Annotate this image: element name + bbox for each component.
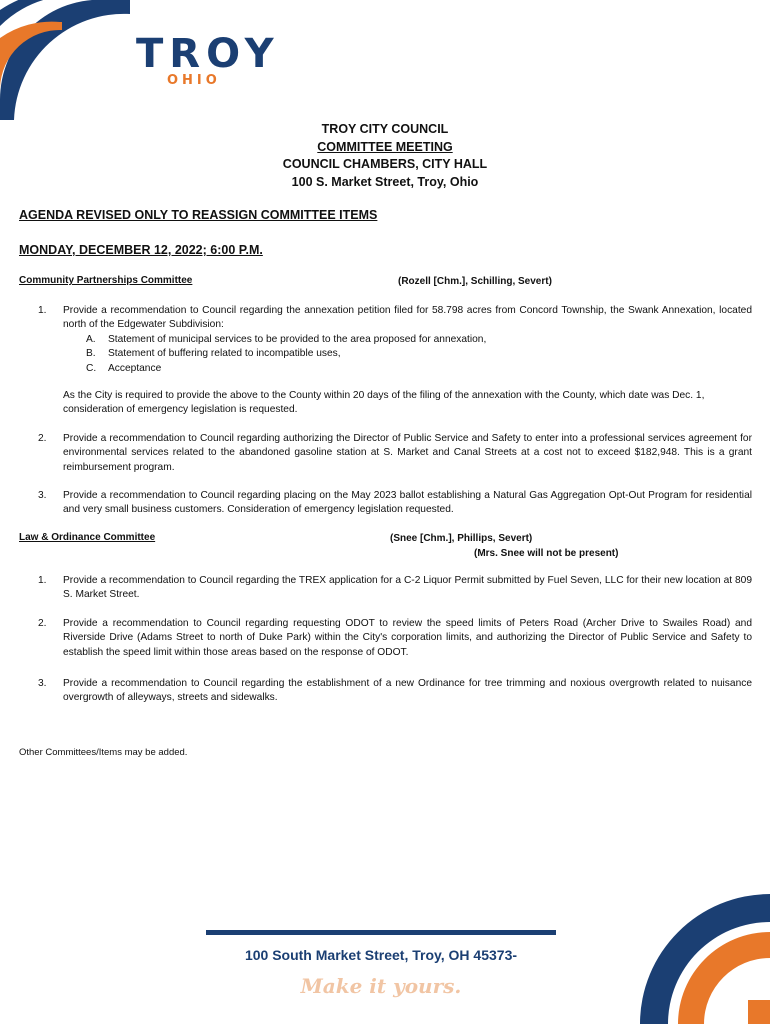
members-note: (Mrs. Snee will not be present) [474, 548, 619, 559]
item-number: 1. [38, 305, 47, 316]
sub-item: C. Acceptance [86, 362, 162, 374]
item-number: 3. [38, 678, 47, 689]
logo-wordmark: TROY [136, 31, 280, 77]
agenda-item [38, 489, 752, 518]
header-council: TROY CITY COUNCIL [321, 122, 449, 136]
agenda-item [38, 677, 752, 706]
item-text: Provide a recommendation to Council regarding the TREX application for a C-2 Liquor Permit submitted by Fuel Seven, LLC for their new location at 809 S. Market Street. [63, 575, 752, 601]
agenda-item [38, 304, 752, 376]
footer-divider [206, 930, 556, 935]
committee-members: (Rozell [Chm.], Schilling, Severt) [398, 276, 552, 287]
committee-name: Law & Ordinance Committee [19, 532, 156, 543]
item-number: 3. [38, 490, 47, 501]
header-meeting: COMMITTEE MEETING [317, 139, 453, 154]
header-location: COUNCIL CHAMBERS, CITY HALL [282, 157, 488, 171]
item-text: Provide a recommendation to Council regarding requesting ODOT to review the speed limits of Peters Road (Archer Drive to Swailes Road) and Riverside Drive (Adams Street to north of Duke Park) within the City's corporation limits, and authorizing the Director of Public Service and Safety to establish the speed limit within those areas based on the response of ODOT. [63, 618, 752, 658]
item-text: Provide a recommendation to Council regarding authorizing the Director of Public Service and Safety to enter into a professional services agreement for environmental services related to the abandoned gasoline station at S. Market and Canal Streets at a cost not to exceed $182,948. This is a grant reimbursement program. [63, 433, 752, 473]
agenda-item [38, 574, 752, 603]
committee-members: (Snee [Chm.], Phillips, Severt) (Mrs. Snee will not be present) [390, 533, 619, 559]
footer-arc-icon [640, 894, 770, 1024]
agenda-title: AGENDA REVISED ONLY TO REASSIGN COMMITTEE ITEMS [19, 208, 378, 222]
item-number: 2. [38, 433, 47, 444]
sub-item: A. Statement of municipal services to be provided to the area proposed for annexation, [86, 333, 487, 345]
item-note: As the City is required to provide the above to the County within 20 days of the filing of the annexation with the County, which date was Dec. 1, consideration of emergency legislation is requested. [63, 390, 705, 416]
committee-name: Community Partnerships Committee [19, 275, 193, 286]
agenda-item [38, 617, 752, 660]
logo-subtitle: OHIO [167, 73, 221, 88]
agenda-item [38, 432, 752, 475]
footer-slogan: Make it yours. [300, 974, 462, 998]
document-header [0, 121, 770, 191]
troy-logo-arc-icon [0, 0, 130, 130]
item-text: Provide a recommendation to Council regarding the annexation petition filed for 58.798 acres from Concord Township, the Swank Annexation, located north of the Edgewater Subdivision: [63, 305, 752, 331]
item-text: Provide a recommendation to Council regarding the establishment of a new Ordinance for tree trimming and noxious overgrowth related to nuisance overgrowth of alleyways, streets and sidewalks. [63, 678, 752, 704]
item-text: Provide a recommendation to Council regarding placing on the May 2023 ballot establishing a Natural Gas Aggregation Opt-Out Program for residential and very small business customers. Consideration of emergency legislation requested. [63, 490, 752, 516]
other-items-note: Other Committees/Items may be added. [19, 747, 188, 758]
item-number: 1. [38, 575, 47, 586]
meeting-date: MONDAY, DECEMBER 12, 2022; 6:00 P.M. [19, 243, 263, 257]
item-number: 2. [38, 618, 47, 629]
sub-item: B. Statement of buffering related to incompatible uses, [86, 348, 341, 360]
header-address: 100 S. Market Street, Troy, Ohio [291, 174, 479, 189]
footer-address: 100 South Market Street, Troy, OH 45373- [244, 947, 518, 963]
